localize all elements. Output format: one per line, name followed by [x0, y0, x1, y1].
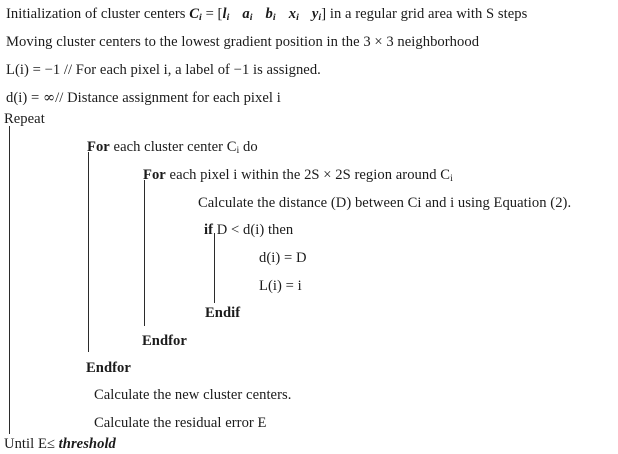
if-block-rule — [214, 233, 215, 303]
threshold-term: threshold — [58, 436, 116, 452]
repeat-block-rule — [9, 126, 10, 434]
for-cluster-text: each cluster center C — [109, 139, 237, 155]
until-prefix-text: Until E≤ — [4, 436, 59, 452]
init-prefix-text: Initialization of cluster centers — [6, 6, 190, 22]
for-cluster-tail: do — [239, 139, 258, 155]
line-moving-centers: Moving cluster centers to the lowest gradient position in the 3 × 3 neighborhood — [6, 34, 480, 50]
vector-component-y: $y_i$ — [311, 6, 322, 24]
for-pixel-text: each pixel i within the 2S × 2S region around C — [165, 167, 451, 183]
vector-name: $C_i$ — [189, 6, 202, 24]
for-keyword-inner: For — [143, 167, 166, 183]
inner-for-block-rule — [144, 180, 145, 326]
init-bracket-close: ] — [321, 6, 327, 22]
line-endfor-inner: Endfor — [142, 333, 187, 349]
line-distance-assignment — [6, 91, 281, 106]
line-if-condition — [204, 223, 293, 238]
vector-component-b: $b_i$ — [265, 6, 276, 24]
line-assign-distance: d(i) = D — [259, 250, 307, 266]
distance-assign-prefix: d(i) = — [6, 90, 43, 106]
outer-for-block-rule — [88, 152, 89, 352]
infinity-symbol: ∞ — [42, 89, 56, 106]
if-keyword: if — [204, 222, 214, 238]
line-label-assignment: L(i) = −1 // For each pixel i, a label of −1 is assigned. — [6, 62, 321, 78]
init-equals-open: = [ — [205, 6, 223, 22]
line-for-cluster-center — [87, 140, 258, 155]
line-repeat: Repeat — [4, 111, 45, 127]
line-endfor-outer: Endfor — [86, 360, 131, 376]
line-assign-label: L(i) = i — [259, 278, 302, 294]
line-initialization — [6, 7, 527, 22]
if-condition-text: D < d(i) then — [213, 222, 294, 238]
line-until-condition — [4, 437, 116, 452]
for-cluster-subscript: i — [236, 145, 240, 157]
init-suffix-text: in a regular grid area with S steps — [326, 6, 528, 22]
line-calculate-distance: Calculate the distance (D) between Ci and i using Equation (2). — [198, 195, 572, 211]
vector-component-l: $l_i$ — [222, 6, 230, 24]
vector-component-a: $a_i$ — [242, 6, 253, 24]
for-keyword-outer: For — [87, 139, 110, 155]
line-endif: Endif — [205, 305, 241, 321]
line-calculate-residual-error: Calculate the residual error E — [94, 415, 267, 431]
distance-assign-suffix: // Distance assignment for each pixel i — [55, 90, 281, 106]
vector-name-subscript: i — [199, 12, 202, 24]
line-calculate-new-centers: Calculate the new cluster centers. — [94, 387, 292, 403]
line-for-pixel — [143, 168, 453, 183]
vector-component-x: $x_i$ — [288, 6, 299, 24]
for-pixel-subscript: i — [450, 173, 453, 185]
